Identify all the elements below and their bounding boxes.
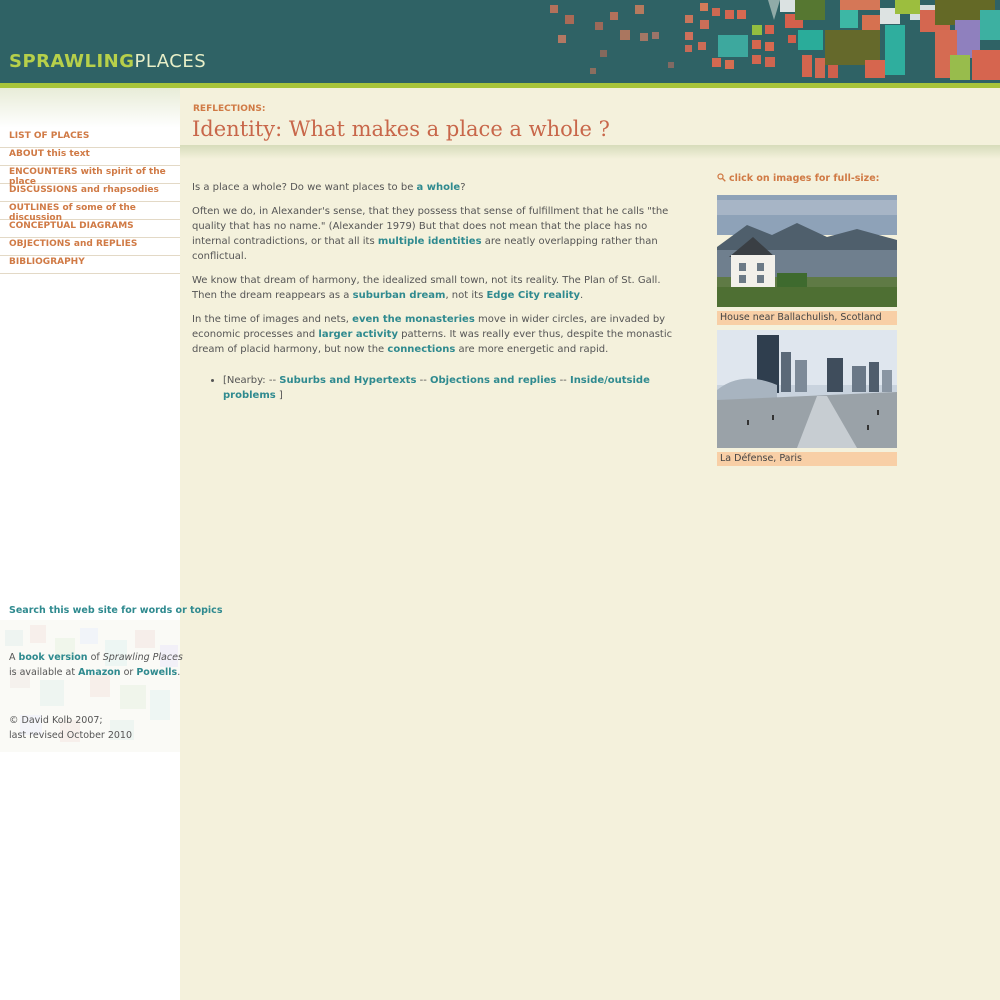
header-mosaic-decoration xyxy=(540,0,1000,83)
book-version-link[interactable]: book version xyxy=(18,652,88,663)
nav-item-discussions[interactable] xyxy=(0,184,180,202)
link-inside-outside-problems[interactable]: Inside/outside problems xyxy=(223,375,650,401)
nearby-separator: -- xyxy=(556,375,570,386)
main-content xyxy=(192,180,682,403)
nav-item-outlines[interactable] xyxy=(0,202,180,223)
book-text: of xyxy=(87,652,103,663)
link-connections[interactable]: connections xyxy=(387,344,456,355)
nav-label[interactable]: CONCEPTUAL DIAGRAMS xyxy=(9,221,134,231)
title-divider xyxy=(180,145,1000,159)
main-navigation xyxy=(0,130,180,274)
nav-item-about[interactable] xyxy=(0,148,180,166)
images-heading-text: click on images for full-size: xyxy=(729,173,880,184)
nav-label[interactable]: OBJECTIONS and REPLIES xyxy=(9,239,138,249)
nav-item-conceptual-diagrams[interactable] xyxy=(0,220,180,238)
paragraph xyxy=(192,180,682,195)
search-site-link[interactable]: Search this web site for words or topics xyxy=(9,605,223,616)
amazon-link[interactable]: Amazon xyxy=(78,667,121,678)
link-suburban-dream[interactable]: suburban dream xyxy=(352,290,446,301)
nav-label[interactable]: ABOUT this text xyxy=(9,149,90,159)
link-a-whole[interactable]: a whole xyxy=(416,182,461,193)
link-suburbs-and-hypertexts[interactable]: Suburbs and Hypertexts xyxy=(279,375,417,386)
book-text: A xyxy=(9,652,19,663)
nav-item-bibliography[interactable] xyxy=(0,256,180,274)
paragraph-text: ? xyxy=(460,182,466,193)
paragraph xyxy=(192,204,682,264)
link-larger-activity[interactable]: larger activity xyxy=(318,329,398,340)
sidebar-gradient xyxy=(0,88,180,128)
image-figure-la-defense xyxy=(717,330,897,466)
paragraph-text: We know that dream of harmony, the idealized small town, not its reality. The Plan of St. Gall. Then the dream reappears as a xyxy=(192,275,661,301)
revised-date: last revised October 2010 xyxy=(9,730,133,741)
powells-link[interactable]: Powells xyxy=(136,667,178,678)
site-logo[interactable] xyxy=(9,51,206,72)
image-caption: La Défense, Paris xyxy=(717,452,897,466)
nav-label[interactable]: ENCOUNTERS with spirit of the place xyxy=(9,167,166,187)
paragraph-text: move in wider circles, are invaded by economic processes and xyxy=(192,314,666,340)
paragraph-text: Is a place a whole? Do we want places to be xyxy=(192,182,417,193)
nav-label[interactable]: LIST OF PLACES xyxy=(9,131,90,141)
nearby-links xyxy=(192,373,682,403)
images-heading xyxy=(717,173,879,184)
nav-item-encounters[interactable] xyxy=(0,166,180,187)
logo-text-sprawling: SPRAWLING xyxy=(9,51,135,72)
nav-item-objections[interactable] xyxy=(0,238,180,256)
nearby-separator: -- xyxy=(416,375,430,386)
book-text: . xyxy=(177,667,181,678)
photo-la-defense[interactable] xyxy=(717,330,897,448)
logo-text-places: PLACES xyxy=(134,51,207,72)
book-title: Sprawling Places xyxy=(102,652,183,663)
photo-house-ballachulish[interactable] xyxy=(717,195,897,307)
paragraph-text: , not its xyxy=(445,290,487,301)
paragraph-text: patterns. It was really ever thus, despite the monastic dream of placid harmony, but now the xyxy=(192,329,673,355)
image-caption: House near Ballachulish, Scotland xyxy=(717,311,897,325)
link-edge-city-reality[interactable]: Edge City reality xyxy=(486,290,581,301)
paragraph-text: . xyxy=(580,290,584,301)
copyright-text: © David Kolb 2007; xyxy=(9,715,103,726)
paragraph xyxy=(192,273,682,303)
page-title: Identity: What makes a place a whole ? xyxy=(192,117,610,141)
paragraph-text: are neatly overlapping rather than conflictual. xyxy=(192,236,658,262)
book-version-note xyxy=(9,650,183,680)
site-header xyxy=(0,0,1000,83)
paragraph xyxy=(192,312,682,357)
nav-label[interactable]: OUTLINES of some of the discussion xyxy=(9,203,136,223)
image-figure-ballachulish xyxy=(717,195,897,325)
book-text: or xyxy=(120,667,137,678)
nearby-text: ] xyxy=(275,390,283,401)
paragraph-text: In the time of images and nets, xyxy=(192,314,353,325)
section-breadcrumb: REFLECTIONS: xyxy=(193,104,266,114)
nearby-list-item xyxy=(223,373,682,403)
nearby-text: [Nearby: -- xyxy=(223,375,280,386)
magnifier-icon xyxy=(717,173,726,182)
nav-label[interactable]: BIBLIOGRAPHY xyxy=(9,257,85,267)
nav-label[interactable]: DISCUSSIONS and rhapsodies xyxy=(9,185,159,195)
paragraph-text: are more energetic and rapid. xyxy=(455,344,609,355)
link-even-the-monasteries[interactable]: even the monasteries xyxy=(352,314,475,325)
copyright-note xyxy=(9,713,132,743)
nav-item-list-of-places[interactable] xyxy=(0,130,180,148)
paragraph-text: Often we do, in Alexander's sense, that they possess that sense of fulfillment that he calls "the quality that has no name." (Alexander 1979) But that does not mean that the place has no internal contradictions, or that all its xyxy=(192,206,669,247)
link-multiple-identities[interactable]: multiple identities xyxy=(377,236,482,247)
link-objections-and-replies[interactable]: Objections and replies xyxy=(429,375,557,386)
book-text: is available at xyxy=(9,667,79,678)
